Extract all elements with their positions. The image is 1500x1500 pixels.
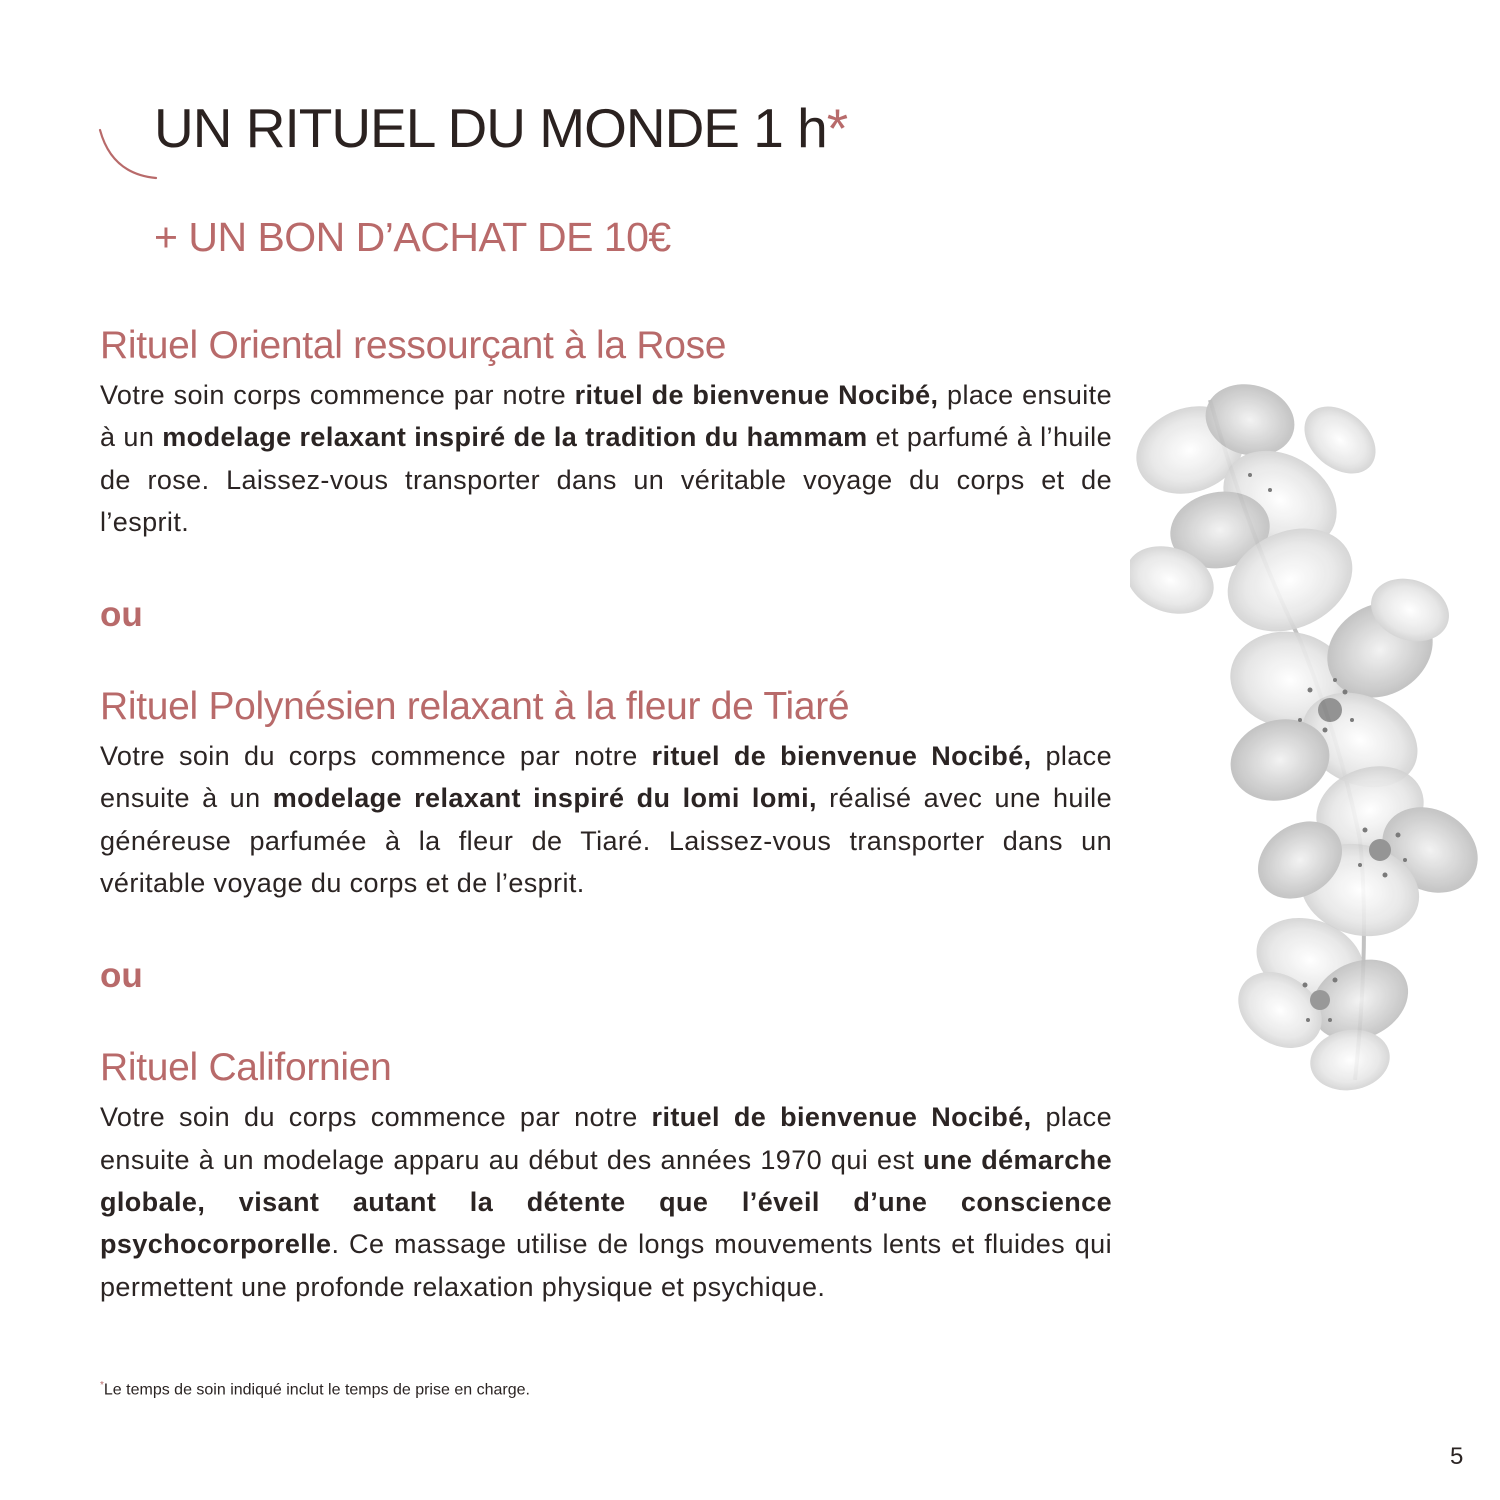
cherry-blossom-image — [1130, 380, 1480, 1100]
title-asterisk: * — [826, 97, 848, 159]
ritual-heading: Rituel Polynésien relaxant à la fleur de Tiaré — [100, 685, 850, 729]
ritual-description: Votre soin du corps commence par notre rituel de bienvenue Nocibé, place ensuite à un modelage apparu au début des années 1970 qui est une démarche globale, visant autant la détente que l’éveil d’une conscience psychocorporelle. Ce massage utilise de longs mouvements lents et fluides qui permettent une profonde relaxation physique et psychique. — [100, 1102, 1112, 1302]
footnote-asterisk: * — [100, 1380, 104, 1391]
ritual-description: Votre soin du corps commence par notre rituel de bienvenue Nocibé, place ensuite à un modelage relaxant inspiré du lomi lomi, réalisé avec une huile généreuse parfumée à la fleur de Tiaré. Laissez-vous transporter dans un véritable voyage du corps et de l’esprit. — [100, 741, 1112, 899]
rituals-list — [100, 318, 1112, 1308]
page-title: UN RITUEL DU MONDE 1 h* — [154, 97, 848, 159]
ritual-oriental — [100, 318, 1112, 543]
separator-or: ou — [100, 956, 143, 996]
separator-or: ou — [100, 595, 143, 635]
footnote-text: Le temps de soin indiqué inclut le temps de prise en charge. — [103, 1381, 530, 1399]
ritual-californien — [100, 1040, 1112, 1307]
page-number: 5 — [1450, 1443, 1464, 1470]
ritual-polynesien — [100, 679, 1112, 904]
footnote — [100, 1380, 530, 1399]
page-subtitle: + UN BON D’ACHAT DE 10€ — [154, 214, 671, 260]
ritual-heading: Rituel Oriental ressourçant à la Rose — [100, 324, 727, 367]
ritual-heading: Rituel Californien — [100, 1046, 392, 1090]
ritual-description: Votre soin corps commence par notre rituel de bienvenue Nocibé, place ensuite à un modelage relaxant inspiré de la tradition du hammam et parfumé à l’huile de rose. Laissez-vous transporter dans un véritable voyage du corps et de l’esprit. — [100, 380, 1113, 537]
